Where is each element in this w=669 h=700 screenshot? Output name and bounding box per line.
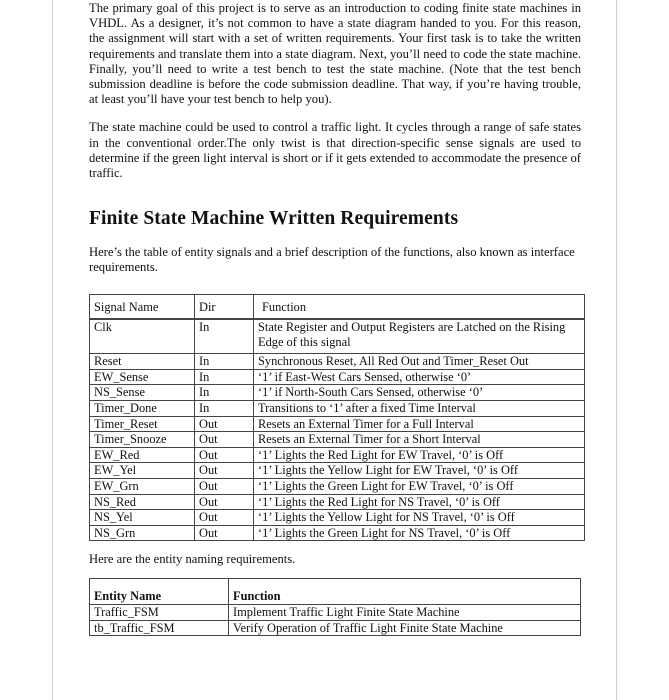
signals-table-cell: NS_Red — [90, 494, 195, 510]
entity-header-cell: Function — [229, 579, 581, 605]
signals-table-cell: ‘1’ Lights the Yellow Light for NS Travel, ‘0’ is Off — [254, 510, 585, 526]
signals-table-row — [90, 510, 585, 526]
signals-table-cell: Out — [195, 510, 254, 526]
signals-table-cell: In — [195, 369, 254, 385]
entity-table-cell: tb_Traffic_FSM — [90, 620, 229, 636]
signals-table-row — [90, 494, 585, 510]
signals-table-cell: State Register and Output Registers are Latched on the Rising Edge of this signal — [254, 319, 585, 354]
traffic-light-paragraph: The state machine could be used to control a traffic light. It cycles through a range of safe states in the conventional order.The only twist is that direction-specific sense signals are used to determine if the green light interval is short or if it gets extended to accommodate the presence of traffic. — [89, 120, 581, 181]
signals-table-cell: Synchronous Reset, All Red Out and Timer_Reset Out — [254, 354, 585, 370]
signals-table-cell: Out — [195, 525, 254, 541]
signals-table-cell: ‘1’ Lights the Red Light for NS Travel, ‘0’ is Off — [254, 494, 585, 510]
entity-table-cell: Implement Traffic Light Finite State Machine — [229, 604, 581, 620]
signals-table-cell: EW_Red — [90, 447, 195, 463]
signals-table-cell: Out — [195, 463, 254, 479]
signals-table-cell: EW_Grn — [90, 478, 195, 494]
signals-table-cell: Out — [195, 478, 254, 494]
signals-table — [89, 294, 585, 542]
entity-table — [89, 578, 581, 636]
signals-table-cell: ‘1’ Lights the Red Light for EW Travel, ‘0’ is Off — [254, 447, 585, 463]
signals-table-row — [90, 385, 585, 401]
signals-table-cell: Out — [195, 432, 254, 448]
page-edge-right — [616, 0, 617, 700]
signals-table-cell: Out — [195, 447, 254, 463]
signals-table-cell: Out — [195, 494, 254, 510]
signals-table-cell: Resets an External Timer for a Full Interval — [254, 416, 585, 432]
signals-table-row — [90, 401, 585, 417]
signals-table-cell: Resets an External Timer for a Short Interval — [254, 432, 585, 448]
signals-table-row — [90, 432, 585, 448]
signals-table-cell: ‘1’ Lights the Green Light for EW Travel, ‘0’ is Off — [254, 478, 585, 494]
signals-table-row — [90, 416, 585, 432]
signals-table-row — [90, 354, 585, 370]
entity-table-row — [90, 620, 581, 636]
signals-table-cell: Reset — [90, 354, 195, 370]
entity-table-row — [90, 604, 581, 620]
signals-table-row — [90, 369, 585, 385]
signals-table-cell: In — [195, 401, 254, 417]
page-edge-left — [52, 0, 53, 700]
signals-table-cell: Timer_Snooze — [90, 432, 195, 448]
entity-table-header — [90, 579, 581, 605]
signals-table-cell: NS_Grn — [90, 525, 195, 541]
intro-paragraph: The primary goal of this project is to serve as an introduction to coding finite state machines in VHDL. As a designer, it’s not common to have a state diagram handed to you. For this reason, the assignment will start with a set of written requirements. Your first task is to take the written requirements and translate them into a state diagram. Next, you’ll need to code the state machine. Finally, you’ll need to write a test bench to test the state machine. (Note that the test bench submission deadline is before the code submission deadline. That way, if you’re having trouble, at least you’ll have your test bench to help you). — [89, 1, 581, 107]
signals-table-row — [90, 478, 585, 494]
signals-table-row — [90, 463, 585, 479]
signals-table-cell: Timer_Done — [90, 401, 195, 417]
document-page — [89, 0, 581, 636]
signals-table-cell: Out — [195, 416, 254, 432]
signals-table-cell: Clk — [90, 319, 195, 354]
signals-intro-text: Here’s the table of entity signals and a brief description of the functions, also known as interface requirements. — [89, 245, 575, 275]
signals-table-cell: In — [195, 385, 254, 401]
naming-intro-text: Here are the entity naming requirements. — [89, 552, 296, 567]
signals-table-header — [90, 294, 585, 319]
signals-table-cell: EW_Yel — [90, 463, 195, 479]
signals-header-cell: Dir — [195, 294, 254, 319]
signals-table-cell: Timer_Reset — [90, 416, 195, 432]
signals-table-row — [90, 319, 585, 354]
section-heading: Finite State Machine Written Requirements — [89, 208, 459, 230]
entity-header-cell: Entity Name — [90, 579, 229, 605]
entity-table-cell: Verify Operation of Traffic Light Finite State Machine — [229, 620, 581, 636]
signals-table-cell: In — [195, 354, 254, 370]
signals-table-cell: In — [195, 319, 254, 354]
signals-table-cell: ‘1’ Lights the Green Light for NS Travel, ‘0’ is Off — [254, 525, 585, 541]
signals-header-cell: Function — [254, 294, 585, 319]
entity-table-cell: Traffic_FSM — [90, 604, 229, 620]
signals-table-row — [90, 447, 585, 463]
signals-table-cell: NS_Sense — [90, 385, 195, 401]
signals-table-cell: Transitions to ‘1’ after a fixed Time Interval — [254, 401, 585, 417]
signals-table-cell: EW_Sense — [90, 369, 195, 385]
signals-table-cell: NS_Yel — [90, 510, 195, 526]
signals-table-row — [90, 525, 585, 541]
signals-header-cell: Signal Name — [90, 294, 195, 319]
signals-table-cell: ‘1’ if North-South Cars Sensed, otherwise ‘0’ — [254, 385, 585, 401]
signals-table-cell: ‘1’ if East-West Cars Sensed, otherwise ‘0’ — [254, 369, 585, 385]
signals-table-cell: ‘1’ Lights the Yellow Light for EW Travel, ‘0’ is Off — [254, 463, 585, 479]
